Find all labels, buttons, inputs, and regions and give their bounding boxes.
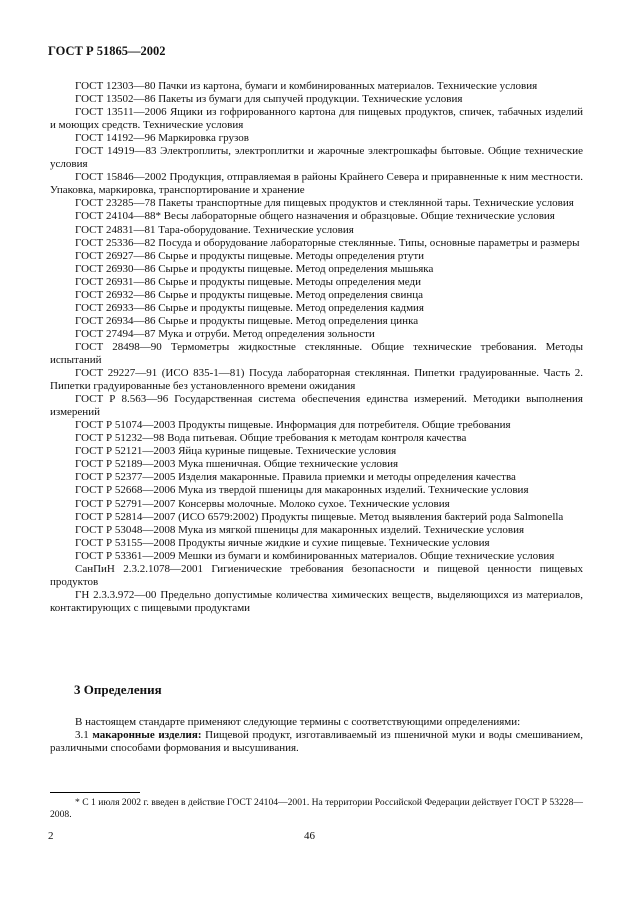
reference-item: ГОСТ Р 51232—98 Вода питьевая. Общие требования к методам контроля качества (75, 432, 467, 445)
document-header: ГОСТ Р 51865—2002 (48, 44, 166, 58)
footnote-divider (50, 792, 140, 793)
reference-item: ГОСТ Р 52189—2003 Мука пшеничная. Общие технические условия (75, 458, 399, 471)
reference-item: ГОСТ 26927—86 Сырье и продукты пищевые. Методы определения ртути (75, 249, 425, 262)
reference-item: ГОСТ 25336—82 Посуда и оборудование лабораторные стеклянные. Типы, основные параметры и размеры (75, 236, 580, 249)
reference-item: ГОСТ Р 52377—2005 Изделия макаронные. Правила приемки и методы определения качества (75, 471, 516, 484)
reference-item: ГОСТ Р 53361—2009 Мешки из бумаги и комбинированных материалов. Общие технические условия (75, 549, 555, 562)
reference-item: ГОСТ Р 52121—2003 Яйца куриные пищевые. Технические условия (75, 445, 397, 458)
reference-item: ГОСТ 26933—86 Сырье и продукты пищевые. Метод определения кадмия (75, 301, 424, 314)
reference-item: ГОСТ 24104—88* Весы лабораторные общего назначения и образцовые. Общие технические условия (75, 210, 555, 223)
reference-item: ГОСТ Р 53155—2008 Продукты яичные жидкие и сухие пищевые. Технические условия (75, 536, 490, 549)
reference-item: ГОСТ Р 52668—2006 Мука из твердой пшеницы для макаронных изделий. Технические условия (75, 484, 529, 497)
reference-item: ГОСТ 26931—86 Сырье и продукты пищевые. Методы определения меди (75, 275, 421, 288)
definitions-block (50, 716, 583, 755)
reference-item: ГОСТ Р 52814—2007 (ИСО 6579:2002) Продукты пищевые. Метод выявления бактерий рода Salmonella (75, 510, 564, 523)
reference-item: ГОСТ 29227—91 (ИСО 835-1—81) Посуда лабораторная стеклянная. Пипетки градуированные. Часть 2. Пипетки градуированные без установленного времени ожидания (50, 367, 583, 393)
page-number: 46 (304, 830, 315, 842)
definitions-intro: В настоящем стандарте применяют следующие термины с соответствующими определениями: (75, 716, 521, 728)
reference-item: ГОСТ 26930—86 Сырье и продукты пищевые. Метод определения мышьяка (75, 262, 434, 275)
reference-item: ГОСТ Р 8.563—96 Государственная система обеспечения единства измерений. Методики выполнения измерений (50, 393, 583, 419)
reference-item: ГОСТ 13502—86 Пакеты из бумаги для сыпучей продукции. Технические условия (75, 93, 463, 106)
reference-item: ГОСТ 13511—2006 Ящики из гофрированного картона для пищевых продуктов, спичек, табачных изделий и моющих средств. Технические условия (50, 106, 583, 132)
reference-item: ГН 2.3.3.972—00 Предельно допустимые количества химических веществ, выделяющихся из материалов, контактирующих с пищевыми продуктами (50, 588, 583, 614)
section-title: 3 Определения (74, 682, 162, 697)
reference-item: ГОСТ 14192—96 Маркировка грузов (75, 132, 249, 145)
reference-item: ГОСТ 14919—83 Электроплиты, электроплитки и жарочные электрошкафы бытовые. Общие технические условия (50, 145, 583, 171)
reference-item: ГОСТ 28498—90 Термометры жидкостные стеклянные. Общие технические требования. Методы испытаний (50, 340, 583, 366)
reference-item: ГОСТ Р 51074—2003 Продукты пищевые. Информация для потребителя. Общие требования (75, 419, 511, 432)
definition-term: макаронные изделия: (92, 729, 206, 742)
definition-item (50, 729, 583, 755)
definition-text: Пищевой продукт, изготавливаемый из пшеничной муки и воды смешиванием, различными способами формования и высушивания. (50, 729, 583, 755)
reference-item: ГОСТ 27494—87 Мука и отруби. Метод определения зольности (75, 327, 375, 340)
references-list (50, 80, 583, 615)
footnote: * С 1 июля 2002 г. введен в действие ГОСТ 24104—2001. На территории Российской Федерации действует ГОСТ Р 53228—2008. (50, 797, 583, 820)
reference-item: ГОСТ 12303—80 Пачки из картона, бумаги и комбинированных материалов. Технические условия (75, 80, 538, 92)
reference-item: ГОСТ 15846—2002 Продукция, отправляемая в районы Крайнего Севера и приравненные к ним местности. Упаковка, маркировка, транспортирование и хранение (50, 171, 583, 197)
reference-item: ГОСТ 23285—78 Пакеты транспортные для пищевых продуктов и стеклянной тары. Технические условия (75, 197, 574, 210)
reference-item: ГОСТ 26934—86 Сырье и продукты пищевые. Метод определения цинка (75, 314, 419, 327)
reference-item: ГОСТ Р 53048—2008 Мука из мягкой пшеницы для макаронных изделий. Технические условия (75, 523, 525, 536)
reference-item: СанПиН 2.3.2.1078—2001 Гигиенические требования безопасности и пищевой ценности пищевых продуктов (50, 562, 583, 588)
definition-number: 3.1 (75, 729, 89, 742)
reference-item: ГОСТ 24831—81 Тара-оборудование. Технические условия (75, 223, 354, 236)
reference-item: ГОСТ 26932—86 Сырье и продукты пищевые. Метод определения свинца (75, 288, 424, 301)
footer-left-number: 2 (48, 830, 54, 842)
reference-item: ГОСТ Р 52791—2007 Консервы молочные. Молоко сухое. Технические условия (75, 497, 450, 510)
